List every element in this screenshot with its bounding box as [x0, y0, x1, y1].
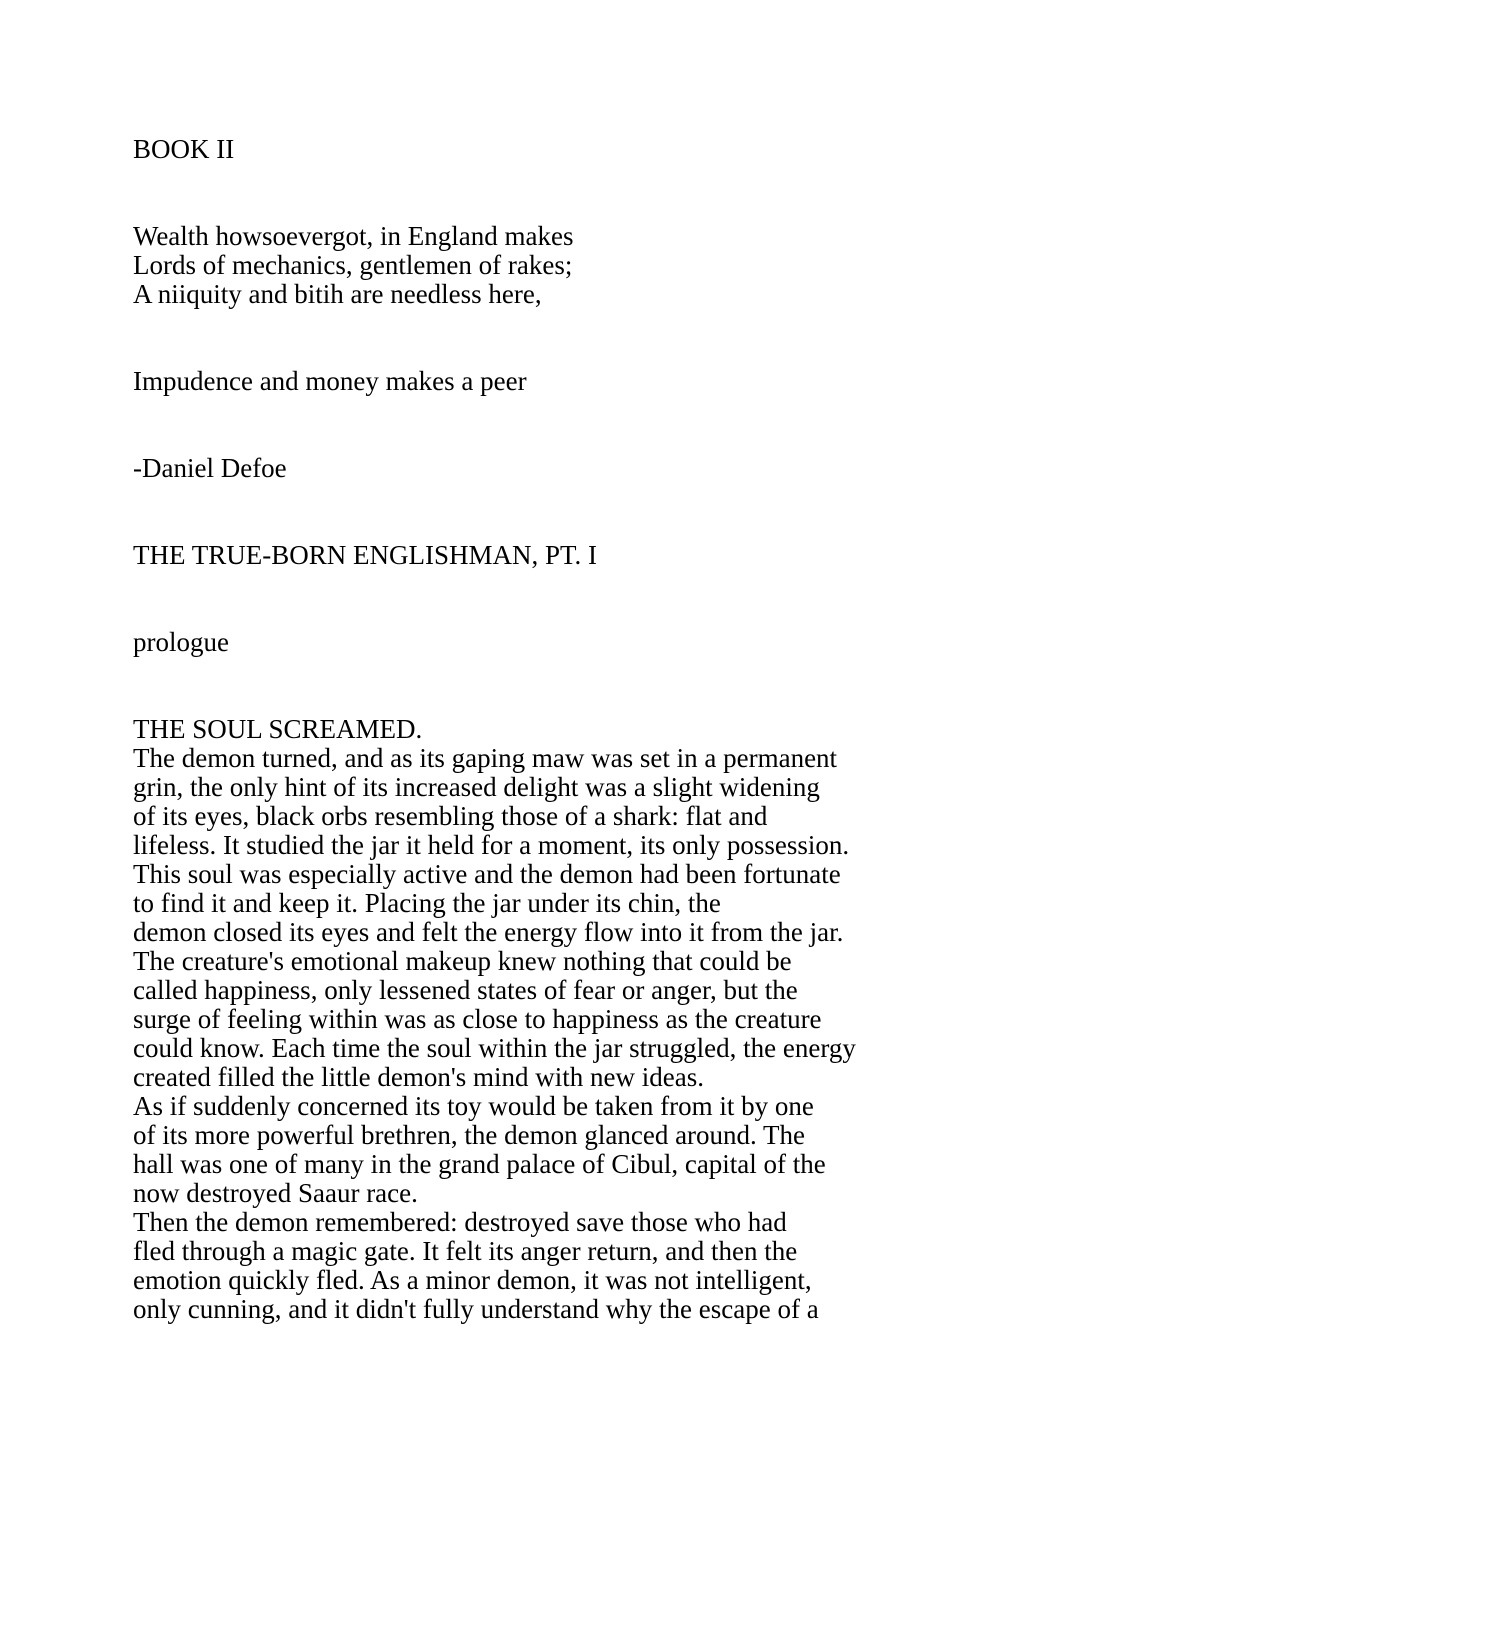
epigraph-line: Lords of mechanics, gentlemen of rakes; [133, 250, 573, 280]
body-line: of its more powerful brethren, the demon glanced around. The [133, 1120, 806, 1150]
spacer [133, 657, 1433, 715]
body-line: surge of feeling within was as close to happiness as the creature [133, 1004, 822, 1034]
document-page [133, 135, 1433, 1324]
body-line: The demon turned, and as its gaping maw was set in a permanent [133, 743, 838, 773]
body-line: fled through a magic gate. It felt its anger return, and then the [133, 1236, 798, 1266]
epigraph-line: Wealth howsoevergot, in England makes [133, 221, 574, 251]
spacer [133, 164, 1433, 222]
body-line: demon closed its eyes and felt the energy flow into it from the jar. [133, 917, 844, 947]
epigraph-author: -Daniel Defoe [133, 453, 287, 483]
epigraph-line: A niiquity and bitih are needless here, [133, 279, 542, 309]
body-line: now destroyed Saaur race. [133, 1178, 418, 1208]
spacer [133, 396, 1433, 454]
body-line: only cunning, and it didn't fully understand why the escape of a [133, 1294, 819, 1324]
body-line: could know. Each time the soul within the jar struggled, the energy [133, 1033, 856, 1063]
epigraph-source: THE TRUE-BORN ENGLISHMAN, PT. I [133, 540, 597, 570]
body-line: hall was one of many in the grand palace of Cibul, capital of the [133, 1149, 826, 1179]
body-line: Then the demon remembered: destroyed save those who had [133, 1207, 787, 1237]
body-line: emotion quickly fled. As a minor demon, it was not intelligent, [133, 1265, 812, 1295]
body-line: The creature's emotional makeup knew nothing that could be [133, 946, 792, 976]
epigraph [133, 222, 1433, 570]
body-line: This soul was especially active and the demon had been fortunate [133, 859, 841, 889]
epigraph-line: Impudence and money makes a peer [133, 366, 527, 396]
body-line: called happiness, only lessened states of fear or anger, but the [133, 975, 798, 1005]
body-line: created filled the little demon's mind with new ideas. [133, 1062, 704, 1092]
body-line: to find it and keep it. Placing the jar under its chin, the [133, 888, 721, 918]
body-text [133, 744, 1433, 1324]
spacer [133, 309, 1433, 367]
opening-line: THE SOUL SCREAMED. [133, 714, 423, 744]
body-line: As if suddenly concerned its toy would be taken from it by one [133, 1091, 814, 1121]
body-line: of its eyes, black orbs resembling those of a shark: flat and [133, 801, 768, 831]
section-title: prologue [133, 627, 229, 657]
body-line: grin, the only hint of its increased delight was a slight widening [133, 772, 820, 802]
spacer [133, 483, 1433, 541]
body-line: lifeless. It studied the jar it held for a moment, its only possession. [133, 830, 850, 860]
spacer [133, 570, 1433, 628]
book-title: BOOK II [133, 134, 235, 164]
